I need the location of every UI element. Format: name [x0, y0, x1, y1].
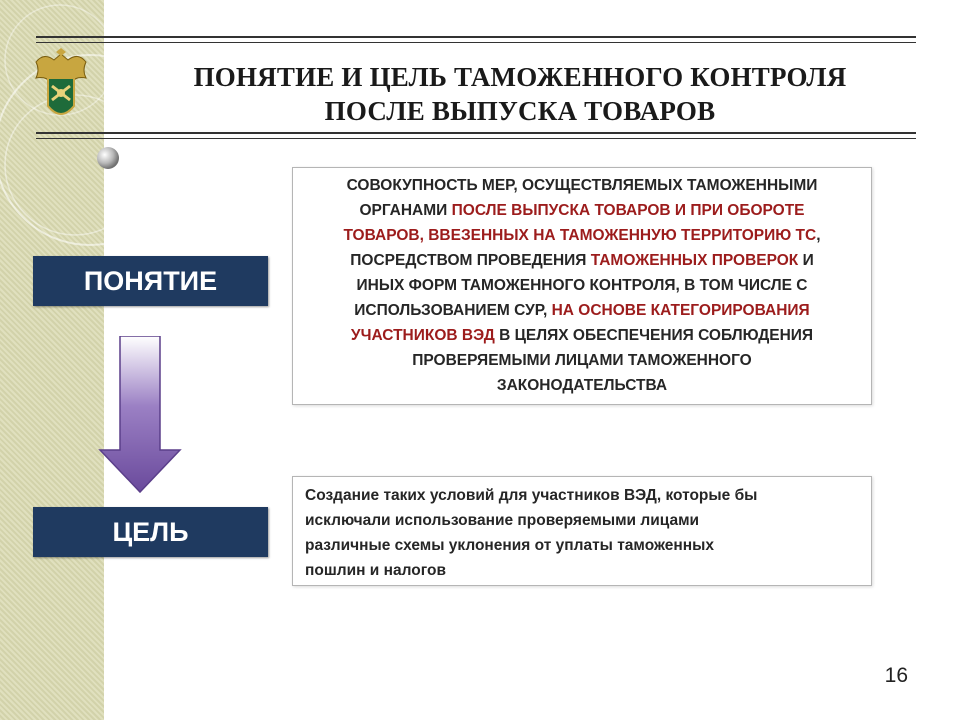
- concept-highlight: НА ОСНОВЕ КАТЕГОРИРОВАНИЯ: [551, 302, 810, 319]
- goal-line: Создание таких условий для участников ВЭД, которые бы: [305, 487, 758, 504]
- concept-text: ,: [816, 227, 821, 244]
- concept-text: В ЦЕЛЯХ ОБЕСПЕЧЕНИЯ СОБЛЮДЕНИЯ: [494, 327, 814, 344]
- bottom-rule-thin: [36, 138, 916, 139]
- concept-text: ЗАКОНОДАТЕЛЬСТВА: [496, 377, 668, 394]
- concept-label: ПОНЯТИЕ: [33, 256, 268, 306]
- slide-title-line-2: ПОСЛЕ ВЫПУСКА ТОВАРОВ: [324, 96, 716, 126]
- concept-text: ПОСРЕДСТВОМ ПРОВЕДЕНИЯ: [350, 252, 591, 269]
- concept-text: ПРОВЕРЯЕМЫМИ ЛИЦАМИ ТАМОЖЕННОГО: [412, 352, 752, 369]
- down-arrow-icon: [98, 336, 182, 494]
- goal-label: ЦЕЛЬ: [33, 507, 268, 557]
- concept-line: [293, 198, 871, 223]
- concept-line: [293, 373, 871, 398]
- customs-emblem-icon: [30, 48, 92, 130]
- top-rule-thin: [36, 42, 916, 43]
- goal-description-box: [292, 476, 872, 586]
- concept-line: [293, 298, 871, 323]
- concept-line: [293, 323, 871, 348]
- concept-line: [293, 273, 871, 298]
- concept-highlight: ТОВАРОВ, ВВЕЗЕННЫХ НА ТАМОЖЕННУЮ ТЕРРИТОРИЮ ТС: [343, 227, 817, 244]
- concept-highlight: ТАМОЖЕННЫХ ПРОВЕРОК: [590, 252, 799, 269]
- page-number: 16: [884, 664, 908, 687]
- top-rule-thick: [36, 36, 916, 38]
- slide-title-line-1: ПОНЯТИЕ И ЦЕЛЬ ТАМОЖЕННОГО КОНТРОЛЯ: [193, 62, 847, 92]
- concept-text: СОВОКУПНОСТЬ МЕР, ОСУЩЕСТВЛЯЕМЫХ ТАМОЖЕННЫМИ: [346, 177, 818, 194]
- bottom-rule-thick: [36, 132, 916, 134]
- goal-line: исключали использование проверяемыми лицами: [305, 512, 700, 529]
- concept-line: [293, 248, 871, 273]
- goal-line: различные схемы уклонения от уплаты таможенных: [305, 537, 714, 554]
- concept-highlight: УЧАСТНИКОВ ВЭД: [350, 327, 495, 344]
- concept-text: ОРГАНАМИ: [359, 202, 452, 219]
- concept-text: ИНЫХ ФОРМ ТАМОЖЕННОГО КОНТРОЛЯ, В ТОМ ЧИСЛЕ С: [356, 277, 808, 294]
- concept-text: И: [798, 252, 814, 269]
- concept-highlight: ПОСЛЕ ВЫПУСКА ТОВАРОВ И ПРИ ОБОРОТЕ: [451, 202, 805, 219]
- concept-line: [293, 348, 871, 373]
- goal-line: пошлин и налогов: [305, 562, 446, 579]
- concept-line: [293, 223, 871, 248]
- concept-definition-box: [292, 167, 872, 405]
- concept-text: ИСПОЛЬЗОВАНИЕМ СУР,: [354, 302, 552, 319]
- sidebar-circles-decoration: [0, 0, 180, 300]
- decorative-orb: [96, 146, 120, 170]
- concept-line: [293, 173, 871, 198]
